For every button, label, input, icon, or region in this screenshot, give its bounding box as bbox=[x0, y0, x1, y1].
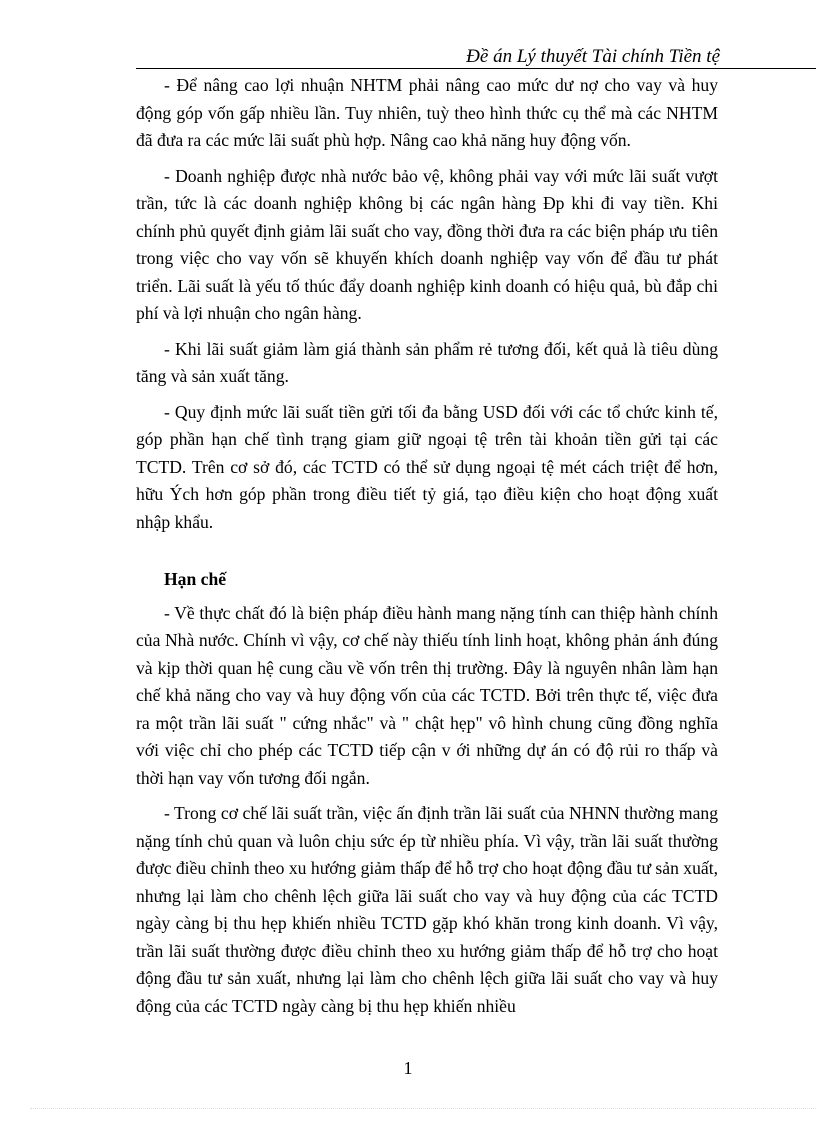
page-header bbox=[136, 46, 816, 69]
paragraph: - Khi lãi suất giảm làm giá thành sản phẩm rẻ tương đối, kết quả là tiêu dùng tăng và sản xuất tăng. bbox=[136, 338, 718, 386]
document-body bbox=[136, 72, 718, 1028]
page-number: 1 bbox=[403, 1058, 413, 1078]
paragraph: - Quy định mức lãi suất tiền gửi tối đa bằng USD đối với các tổ chức kinh tế, góp phần hạn chế tình trạng giam giữ ngoại tệ trên tài khoản tiền gửi tại các TCTD. Trên cơ sở đó, các TCTD có thể sử dụng ngoại tệ mét cách triệt để hơn, hữu Ých hơn góp phần trong điều tiết tỷ giá, tạo điều kiện cho hoạt động xuất nhập khẩu. bbox=[136, 401, 718, 532]
page-bottom-divider bbox=[30, 1108, 816, 1109]
paragraph: - Doanh nghiệp được nhà nước bảo vệ, không phải vay với mức lãi suất vượt trần, tức là các doanh nghiệp không bị các ngân hàng Ðp khi đi vay tiền. Khi chính phủ quyết định giảm lãi suất cho vay, đồng thời đưa ra các biện pháp ưu tiên trong việc cho vay vốn sẽ khuyến khích doanh nghiệp vay vốn để đầu tư phát triển. Lãi suất là yếu tố thúc đẩy doanh nghiệp kinh doanh có hiệu quả, bù đắp chi phí và lợi nhuận cho ngân hàng. bbox=[136, 165, 718, 323]
section-heading: Hạn chế bbox=[164, 569, 227, 589]
paragraph: - Về thực chất đó là biện pháp điều hành mang nặng tính can thiệp hành chính của Nhà nước. Chính vì vậy, cơ chế này thiếu tính linh hoạt, không phản ánh đúng và kịp thời quan hệ cung cầu về vốn trên thị trường. Đây là nguyên nhân làm hạn chế khả năng cho vay và huy động vốn của các TCTD. Bởi trên thực tế, việc đưa ra một trần lãi suất " cứng nhắc" và " chật hẹp" vô hình chung cũng đồng nghĩa với việc chỉ cho phép các TCTD tiếp cận v ới những dự án có độ rủi ro thấp và thời hạn vay vốn tương đối ngắn. bbox=[136, 602, 718, 788]
paragraph: - Trong cơ chế lãi suất trần, việc ấn định trần lãi suất của NHNN thường mang nặng tính chủ quan và luôn chịu sức ép từ nhiều phía. Vì vậy, trần lãi suất thường được điều chỉnh theo xu hướng giảm thấp để hỗ trợ cho hoạt động đầu tư sản xuất, nhưng lại làm cho chênh lệch giữa lãi suất cho vay và huy động của các TCTD ngày càng bị thu hẹp khiến nhiều TCTD gặp khó khăn trong kinh doanh. Vì vậy, trần lãi suất thường được điều chỉnh theo xu hướng giảm thấp để hỗ trợ cho hoạt động đầu tư sản xuất, nhưng lại làm cho chênh lệch giữa lãi suất cho vay và huy động của các TCTD ngày càng bị thu hẹp khiến nhiều bbox=[136, 803, 718, 1016]
paragraph: - Để nâng cao lợi nhuận NHTM phải nâng cao mức dư nợ cho vay và huy động góp vốn gấp nhiều lần. Tuy nhiên, tuỳ theo hình thức cụ thể mà các NHTM đã đưa ra các mức lãi suất phù hợp. Nâng cao khả năng huy động vốn. bbox=[136, 75, 718, 150]
header-title: Đề án Lý thuyết Tài chính Tiền tệ bbox=[466, 46, 720, 67]
